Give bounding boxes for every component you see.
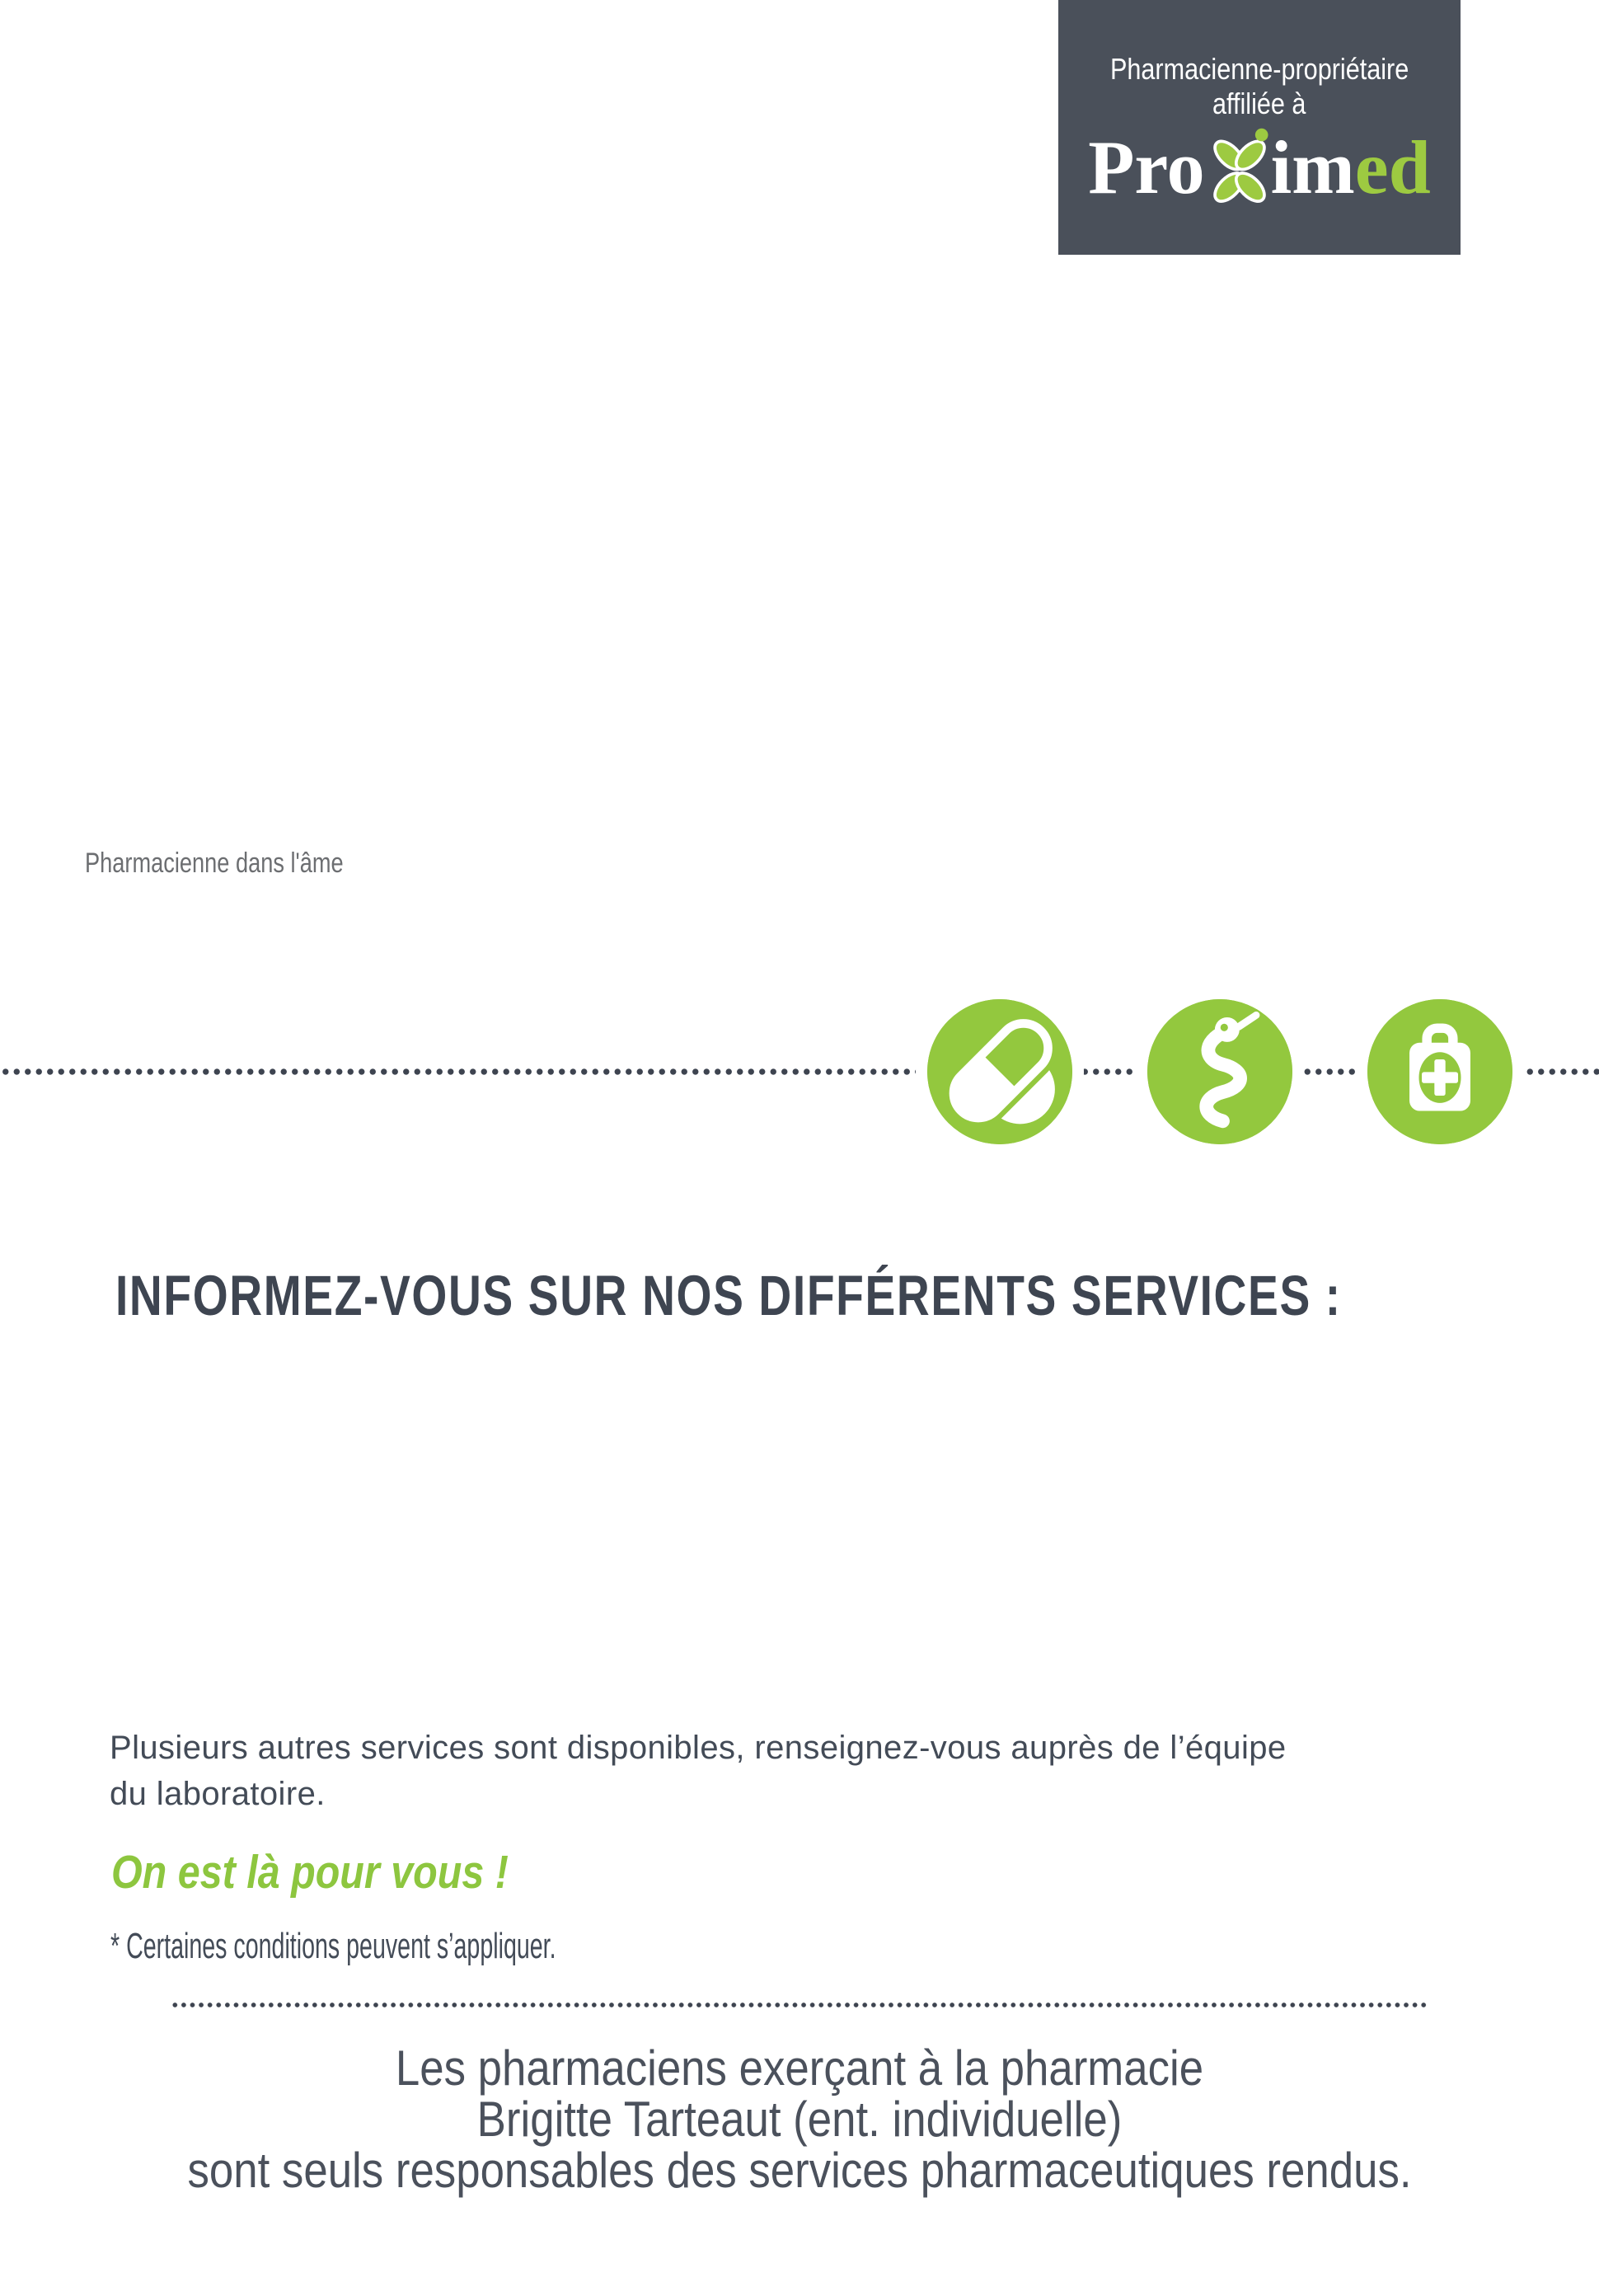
pill-capsule-icon: [927, 999, 1072, 1144]
service-icon-pill: [927, 999, 1072, 1144]
affiliation-line-2: [1058, 87, 1461, 120]
affiliation-line-2-text: affiliée à: [1212, 87, 1306, 120]
disclaimer: * Certaines conditions peuvent s’appliquer.: [110, 1926, 556, 1966]
affiliation-line-1-text: Pharmacienne-propriétaire: [1109, 52, 1409, 86]
footer-text: [96, 2040, 1503, 2198]
logo-text-pro: Pro: [1088, 125, 1205, 209]
proximed-logo: [1058, 122, 1461, 213]
slogan: On est là pour vous !: [111, 1846, 509, 1899]
first-aid-kit-icon: [1367, 999, 1512, 1144]
footer-line-2: Brigitte Tarteaut (ent. individuelle): [476, 2092, 1123, 2147]
logo-text-im: im: [1270, 125, 1355, 209]
dotted-rule: [0, 1067, 1599, 1077]
services-paragraph: [110, 1725, 1287, 1817]
affiliation-box: [1058, 0, 1461, 255]
asclepius-snake-icon: [1147, 999, 1292, 1144]
logo-text-ed: ed: [1354, 125, 1431, 209]
paragraph-line-2: du laboratoire.: [110, 1776, 326, 1812]
services-heading: INFORMEZ-VOUS SUR NOS DIFFÉRENTS SERVICES :: [115, 1264, 1342, 1327]
footer-line-1: Les pharmaciens exerçant à la pharmacie: [395, 2040, 1204, 2096]
paragraph-line-1: Plusieurs autres services sont disponibles, renseignez-vous auprès de l’équipe: [110, 1730, 1287, 1766]
service-icon-snake: [1147, 999, 1292, 1144]
footer-line-3: sont seuls responsables des services pharmaceutiques rendus.: [187, 2143, 1412, 2198]
affiliation-line-1: [1058, 53, 1461, 86]
logo-x-flower-icon: [1202, 126, 1278, 212]
dotted-divider: [171, 2001, 1429, 2009]
tagline: Pharmacienne dans l'âme: [85, 848, 344, 879]
service-icon-first-aid: [1367, 999, 1512, 1144]
